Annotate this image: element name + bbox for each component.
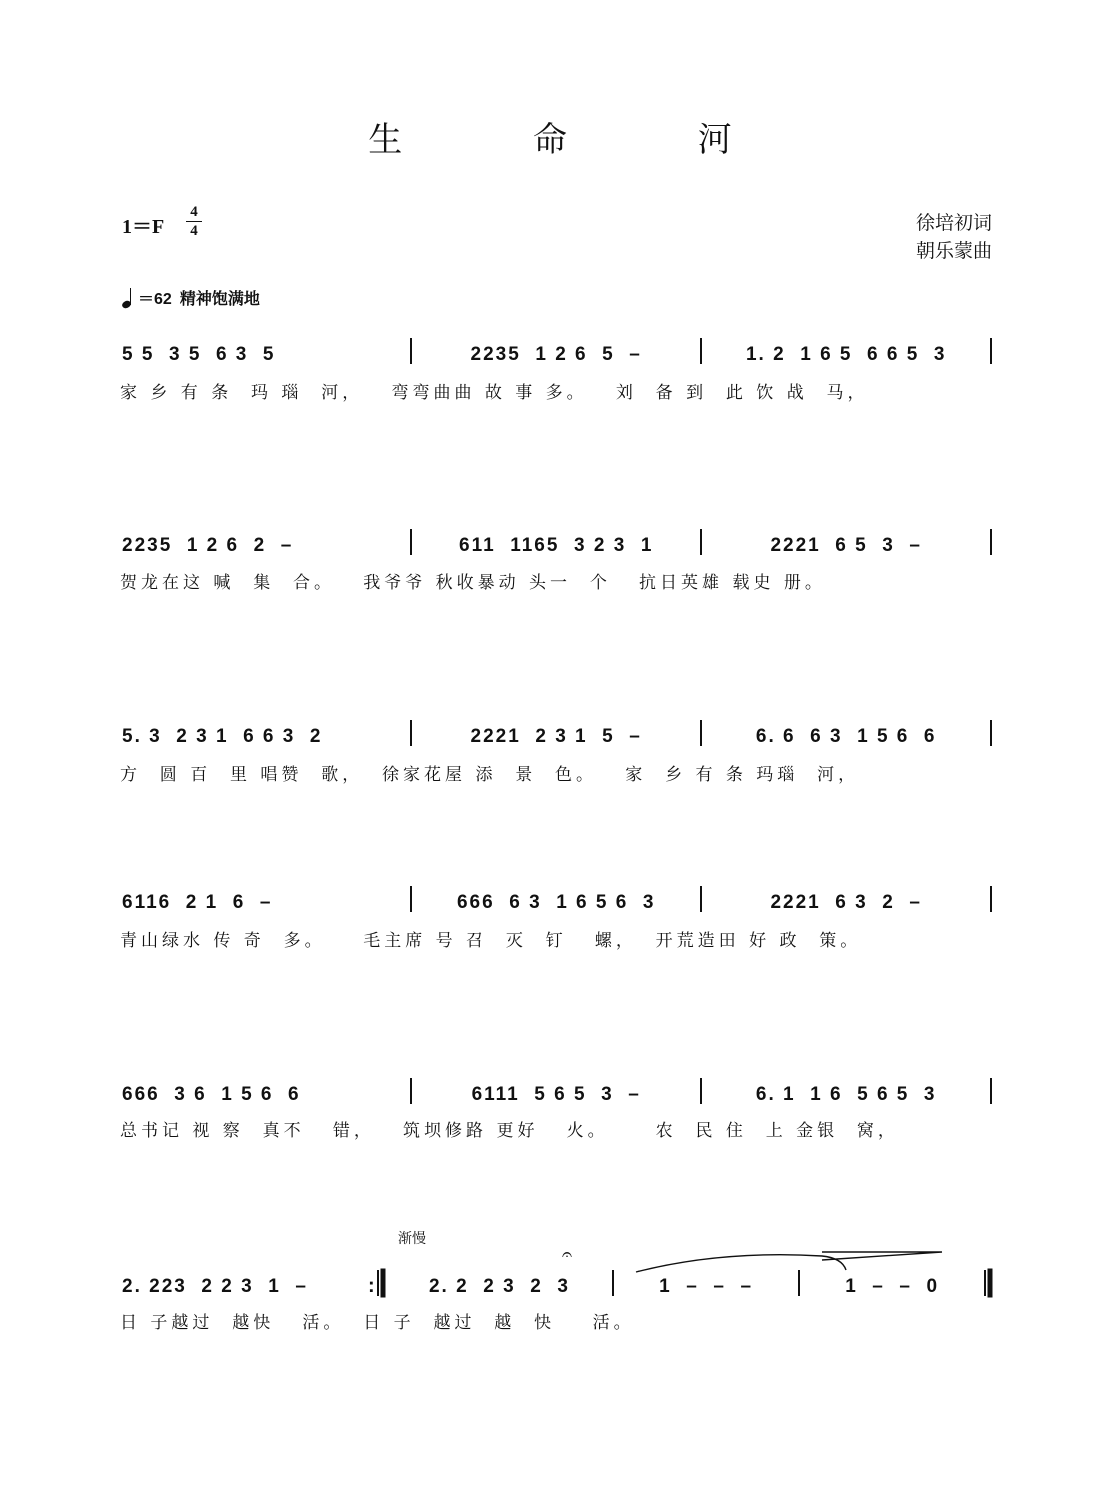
lyricist-credit: 徐培初词 bbox=[915, 212, 992, 234]
lyrics-line-5: 总书记 视 察 真不 错， 筑坝修路 更好 火。 农 民 住 上 金银 窝， bbox=[120, 1121, 899, 1141]
measure: 6116 2 1 6 – bbox=[122, 892, 273, 913]
repeat-barline bbox=[377, 1270, 379, 1296]
score-line-5 bbox=[122, 1072, 992, 1106]
lyrics-line-4: 青山绿水 传 奇 多。 毛主席 号 召 灭 钉 螺， 开荒造田 好 政 策。 bbox=[120, 931, 862, 951]
measure: 2221 6 5 3 – bbox=[770, 535, 922, 556]
score-line-1 bbox=[122, 332, 992, 366]
barline bbox=[990, 529, 992, 555]
score-line-3 bbox=[122, 714, 992, 748]
tempo-bpm: ＝62 bbox=[138, 291, 172, 308]
score-line-4 bbox=[122, 880, 992, 914]
time-signature-divider bbox=[186, 221, 202, 222]
measure: 6111 5 6 5 3 – bbox=[471, 1084, 641, 1105]
measure: 2221 2 3 1 5 – bbox=[470, 726, 642, 747]
measure: 2. 223 2 2 3 1 – bbox=[122, 1276, 308, 1297]
quarter-note-icon bbox=[122, 288, 134, 308]
measure: 666 3 6 1 5 6 6 bbox=[122, 1084, 301, 1105]
barline bbox=[990, 886, 992, 912]
lyrics-line-6: 日 子越过 越快 活。 日 子 越过 越 快 活。 bbox=[120, 1313, 635, 1333]
composer-credit: 朝乐蒙曲 bbox=[915, 240, 992, 262]
score-line-6 bbox=[122, 1264, 992, 1298]
tempo-expression: 精神饱满地 bbox=[179, 291, 260, 308]
decrescendo-hairpin bbox=[822, 1252, 942, 1260]
score-line-2 bbox=[122, 523, 992, 557]
measure: 2235 1 2 6 2 – bbox=[122, 535, 294, 556]
time-signature-bottom: 4 bbox=[190, 223, 198, 239]
ritardando-marking: 渐慢 bbox=[398, 1231, 426, 1247]
lyrics-line-2: 贺龙在这 喊 集 合。 我爷爷 秋收暴动 头一 个 抗日英雄 载史 册。 bbox=[120, 573, 826, 593]
barline bbox=[990, 720, 992, 746]
key-signature: 1＝F bbox=[122, 216, 165, 238]
measure: 611 1165 3 2 3 1 bbox=[459, 535, 654, 556]
lyrics-line-3: 方 圆 百 里 唱赞 歌， 徐家花屋 添 景 色。 家 乡 有 条 玛瑙 河， bbox=[120, 765, 860, 785]
measure: 1 – – – bbox=[659, 1276, 754, 1297]
time-signature-top: 4 bbox=[190, 204, 198, 220]
barline bbox=[990, 338, 992, 364]
song-title: 生 命 河 bbox=[368, 120, 792, 160]
measure: 1 – – 0 bbox=[845, 1276, 940, 1297]
measure: 5. 3 2 3 1 6 6 3 2 bbox=[122, 726, 323, 747]
measure: 6. 6 6 3 1 5 6 6 bbox=[755, 726, 937, 747]
measure: 2235 1 2 6 5 – bbox=[470, 344, 642, 365]
measure: 5 5 3 5 6 3 5 bbox=[122, 344, 276, 365]
time-signature bbox=[186, 204, 202, 239]
fermata-icon: 𝄐 bbox=[562, 1244, 573, 1264]
measure: 6. 1 1 6 5 6 5 3 bbox=[755, 1084, 937, 1105]
lyrics-line-1: 家 乡 有 条 玛 瑙 河， 弯弯曲曲 故 事 多。 刘 备 到 此 饮 战 马， bbox=[120, 383, 869, 403]
tempo-marking bbox=[122, 286, 260, 309]
final-barline bbox=[984, 1270, 986, 1296]
measure: 666 6 3 1 6 5 6 3 bbox=[456, 892, 656, 913]
measure: 2. 2 2 3 2 3 bbox=[428, 1276, 570, 1297]
measure: 1. 2 1 6 5 6 6 5 3 bbox=[745, 344, 947, 365]
repeat-dots: : bbox=[368, 1275, 375, 1297]
barline bbox=[990, 1078, 992, 1104]
measure: 2221 6 3 2 – bbox=[770, 892, 922, 913]
